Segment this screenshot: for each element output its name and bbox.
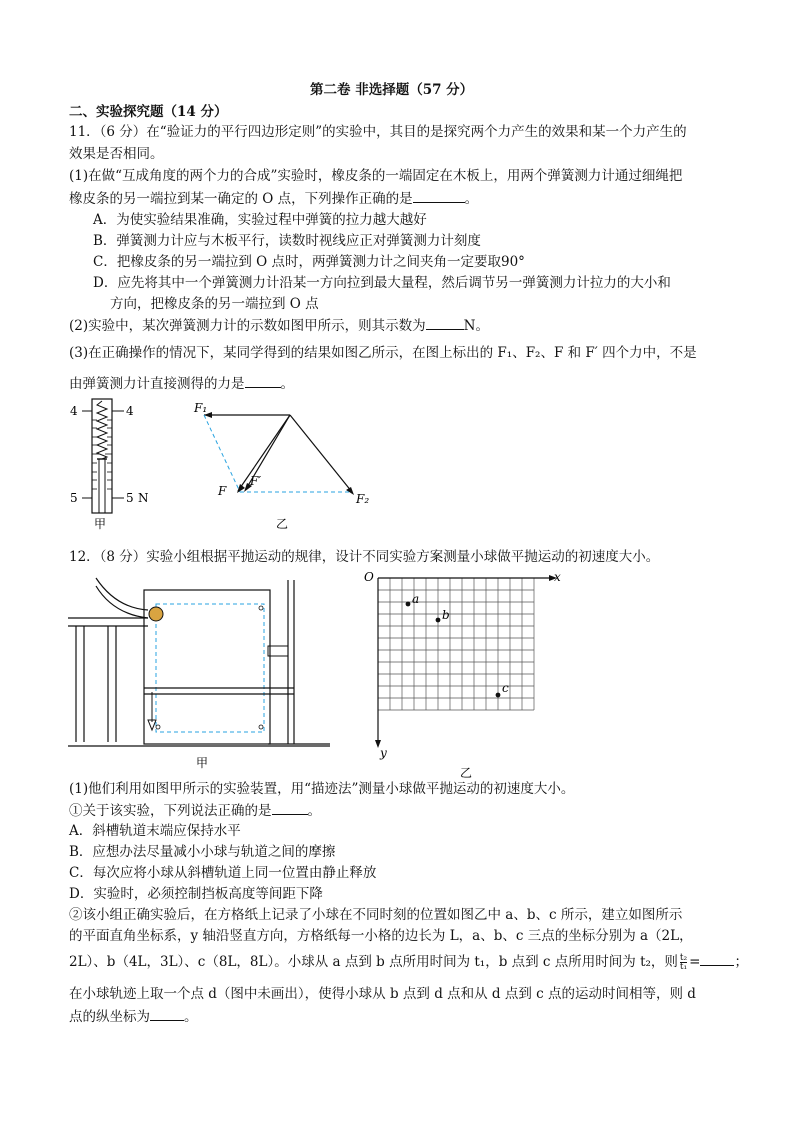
scale-body <box>92 399 112 513</box>
q12-sub1-text: ①关于该实验，下列说法正确的是 <box>69 803 272 819</box>
section-title: 第二卷 非选择题（57 分） <box>310 82 474 98</box>
scale-top-right-label: 4 <box>126 404 134 418</box>
scale-bottom-right-label: 5 <box>126 491 134 505</box>
vector-f2 <box>290 415 352 492</box>
ball <box>149 607 163 621</box>
grid-figure <box>362 565 567 780</box>
figure-label-yi: 乙 <box>276 517 289 531</box>
clamp <box>268 646 288 656</box>
answer-blank[interactable] <box>245 374 281 388</box>
q12-sub2-text2: 点的纵坐标为 <box>69 1009 150 1025</box>
figure-label-jia: 甲 <box>196 756 209 770</box>
answer-blank[interactable] <box>272 801 308 815</box>
q11-part3-end: 。 <box>280 376 294 392</box>
q11-part1-end: 。 <box>464 191 479 207</box>
scale-unit: N <box>138 491 149 505</box>
answer-blank[interactable] <box>700 952 734 966</box>
q11-stem: 11．（6 分）在“验证力的平行四边形定则”的实验中，其目的是探究两个力产生的效果和某一个力产生的 <box>69 124 687 140</box>
q12-sub1-end: 。 <box>307 803 321 819</box>
q11-option-d-cont: 方向，把橡皮条的另一端拉到 O 点 <box>110 296 319 312</box>
y-axis-label: y <box>380 746 387 760</box>
vector-f <box>238 415 290 491</box>
scale-bottom-left-label: 5 <box>70 491 78 505</box>
equals-sign: = <box>689 954 701 970</box>
q11-option-d: D．应先将其中一个弹簧测力计沿某一方向拉到最大量程，然后调节另一弹簧测力计拉力的大小和 <box>93 275 671 291</box>
q12-option-c: C．每次应将小球从斜槽轨道上同一位置由静止释放 <box>69 865 377 881</box>
answer-blank[interactable] <box>413 189 465 203</box>
q12-sub2-cont2 <box>69 952 748 971</box>
q12-sub2-cont4 <box>69 1007 198 1026</box>
point-b <box>436 618 441 623</box>
q11-part3-cont <box>69 374 294 393</box>
x-axis-label: x <box>554 570 561 584</box>
q12-sub2-cont3: 在小球轨迹上取一个点 d（图中未画出），使得小球从 b 点到 d 点和从 d 点到 c 点的运动时间相等，则 d <box>69 986 696 1002</box>
label-a: a <box>412 592 420 606</box>
q11-part2-end: N。 <box>463 318 489 334</box>
q11-part1-cont <box>69 189 478 208</box>
spring-scale-figure <box>68 395 158 535</box>
q12-sub2: ②该小组正确实验后，在方格纸上记录了小球在不同时刻的位置如图乙中 a、b、c 所示，建立如图所示 <box>69 907 683 923</box>
figure-label-jia: 甲 <box>94 517 107 531</box>
answer-blank[interactable] <box>150 1007 184 1021</box>
q12-sub2-tail: ； <box>734 954 748 970</box>
q11-part2 <box>69 316 489 335</box>
dashed-edge-left <box>204 415 240 492</box>
label-c: c <box>502 681 509 695</box>
origin-label: O <box>364 570 374 584</box>
q12-stem: 12．（8 分）实验小组根据平抛运动的规律，设计不同实验方案测量小球做平抛运动的初速度大小。 <box>69 549 660 565</box>
apparatus-figure <box>68 572 330 772</box>
point-c <box>496 693 501 698</box>
point-a <box>406 602 411 607</box>
q11-part1-text: 橡皮条的另一端拉到某一确定的 O 点，下列操作正确的是 <box>69 191 413 207</box>
q12-sub2-text: 2L）、b（4L，3L）、c（8L，8L）。小球从 a 点到 b 点所用时间为 t₁，b 点到 c 点所用时间为 t₂，则 <box>69 954 678 970</box>
grid-lines <box>378 578 534 710</box>
part-title: 二、实验探究题（14 分） <box>69 104 228 120</box>
q12-sub2-end: 。 <box>184 1009 198 1025</box>
q11-part3-text: 由弹簧测力计直接测得的力是 <box>69 376 245 392</box>
chute-track <box>96 586 148 618</box>
paper-outline <box>156 604 264 732</box>
label-f2: F₂ <box>356 492 370 506</box>
q11-stem-cont: 效果是否相同。 <box>69 146 164 162</box>
q12-sub2-cont: 的平面直角坐标系，y 轴沿竖直方向，方格纸每一小格的边长为 L，a、b、c 三点的坐标分别为 a（2L， <box>69 928 693 944</box>
q11-option-b: B．弹簧测力计应与木板平行，读数时视线应正对弹簧测力计刻度 <box>93 233 481 249</box>
fraction-numerator: t₂ <box>679 953 688 963</box>
q12-option-d: D．实验时，必须控制挡板高度等间距下降 <box>69 886 323 902</box>
q11-option-c: C．把橡皮条的另一端拉到 O 点时，两弹簧测力计之间夹角一定要取90° <box>93 254 525 270</box>
q11-part1: (1)在做“互成角度的两个力的合成”实验时，橡皮条的一端固定在木板上，用两个弹簧测力计通过细绳把 <box>69 168 683 184</box>
label-f-prime: F′ <box>250 474 262 488</box>
q12-part1: (1)他们利用如图甲所示的实验装置，用“描迹法”测量小球做平抛运动的初速度大小。 <box>69 781 575 797</box>
fraction-denominator: t₁ <box>679 962 688 972</box>
q11-part3: (3)在正确操作的情况下，某同学得到的结果如图乙所示，在图上标出的 F₁、F₂、F 和 F′ 四个力中，不是 <box>69 345 697 361</box>
q11-part2-text: (2)实验中，某次弹簧测力计的示数如图甲所示，则其示数为 <box>69 318 426 334</box>
ratio-fraction <box>680 954 687 971</box>
label-f1: F₁ <box>194 401 208 415</box>
q12-option-a: A．斜槽轨道末端应保持水平 <box>69 823 241 839</box>
q12-option-b: B．应想办法尽量减小小球与轨道之间的摩擦 <box>69 844 336 860</box>
scale-top-left-label: 4 <box>70 404 78 418</box>
label-f: F <box>218 484 227 498</box>
scale-pointer-rod <box>99 459 105 513</box>
force-parallelogram-figure <box>190 395 380 535</box>
q11-option-a: A．为使实验结果准确，实验过程中弹簧的拉力越大越好 <box>93 212 427 228</box>
spring-coil <box>97 401 107 459</box>
answer-blank[interactable] <box>426 316 464 330</box>
label-b: b <box>442 608 450 622</box>
figure-label-yi: 乙 <box>460 766 473 780</box>
q12-sub1 <box>69 801 321 820</box>
